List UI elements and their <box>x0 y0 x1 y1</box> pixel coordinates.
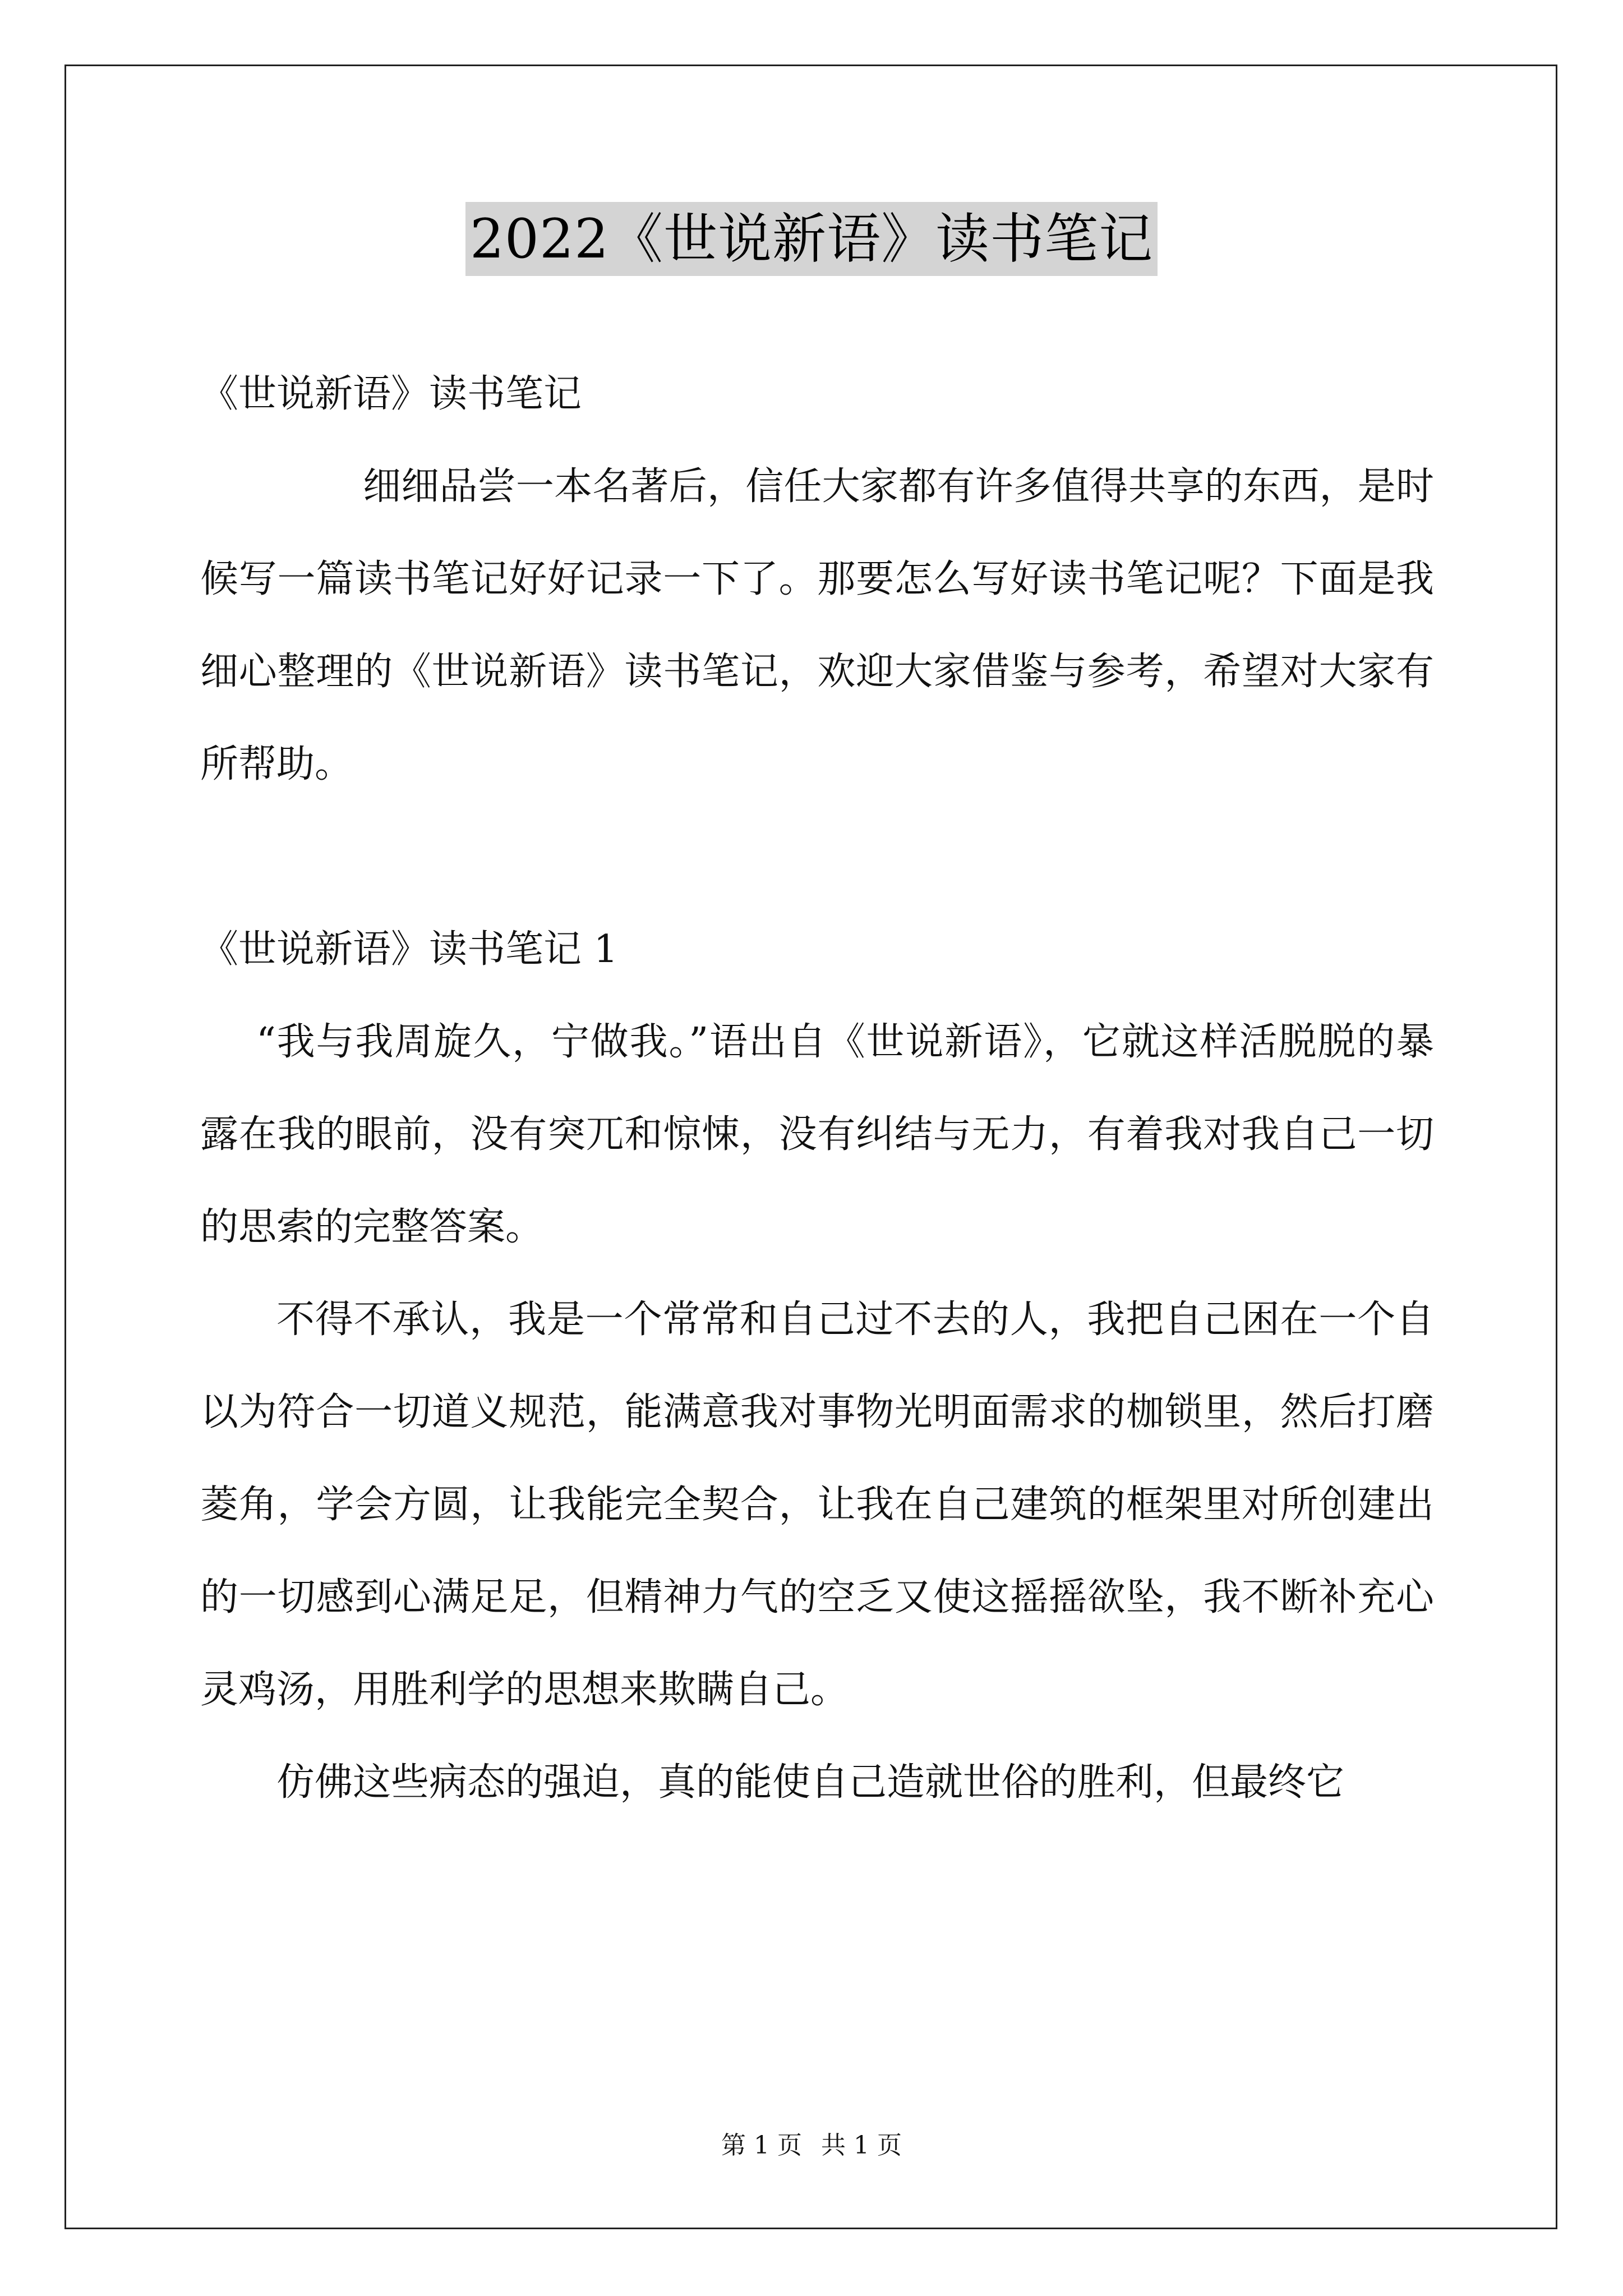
body-paragraph-1: “我与我周旋久，宁做我。”语出自《世说新语》，它就这样活脱脱的暴露在我的眼前，没有突兀和惊悚，没有纠结与无力，有着我对我自己一切的思索的完整答案。 <box>200 1020 1434 1249</box>
title-wrap <box>0 202 1623 276</box>
page-number: 第 1 页 <box>721 2131 802 2160</box>
subtitle: 《世说新语》读书笔记 <box>200 372 582 416</box>
page-count: 共 1 页 <box>821 2131 902 2160</box>
page-footer <box>0 2129 1623 2162</box>
document-title: 2022《世说新语》读书笔记 <box>465 202 1158 276</box>
intro-paragraph: 细细品尝一本名著后，信任大家都有许多值得共享的东西，是时候写一篇读书笔记好好记录一下了。那要怎么写好读书笔记呢？下面是我细心整理的《世说新语》读书笔记，欢迎大家借鉴与参考，希望对大家有所帮助。 <box>200 464 1434 786</box>
document-body <box>200 348 1434 1829</box>
section-heading: 《世说新语》读书笔记 1 <box>200 927 618 972</box>
body-paragraph-3: 仿佛这些病态的强迫，真的能使自己造就世俗的胜利，但最终它 <box>276 1760 1345 1805</box>
body-paragraph-2: 不得不承认，我是一个常常和自己过不去的人，我把自己困在一个自以为符合一切道义规范，能满意我对事物光明面需求的枷锁里，然后打磨菱角，学会方圆，让我能完全契合，让我在自己建筑的框架里对所创建出的一切感到心满足足，但精神力气的空乏又使这摇摇欲坠，我不断补充心灵鸡汤，用胜利学的思想来欺瞒自己。 <box>200 1297 1434 1712</box>
spacer <box>200 811 1434 903</box>
